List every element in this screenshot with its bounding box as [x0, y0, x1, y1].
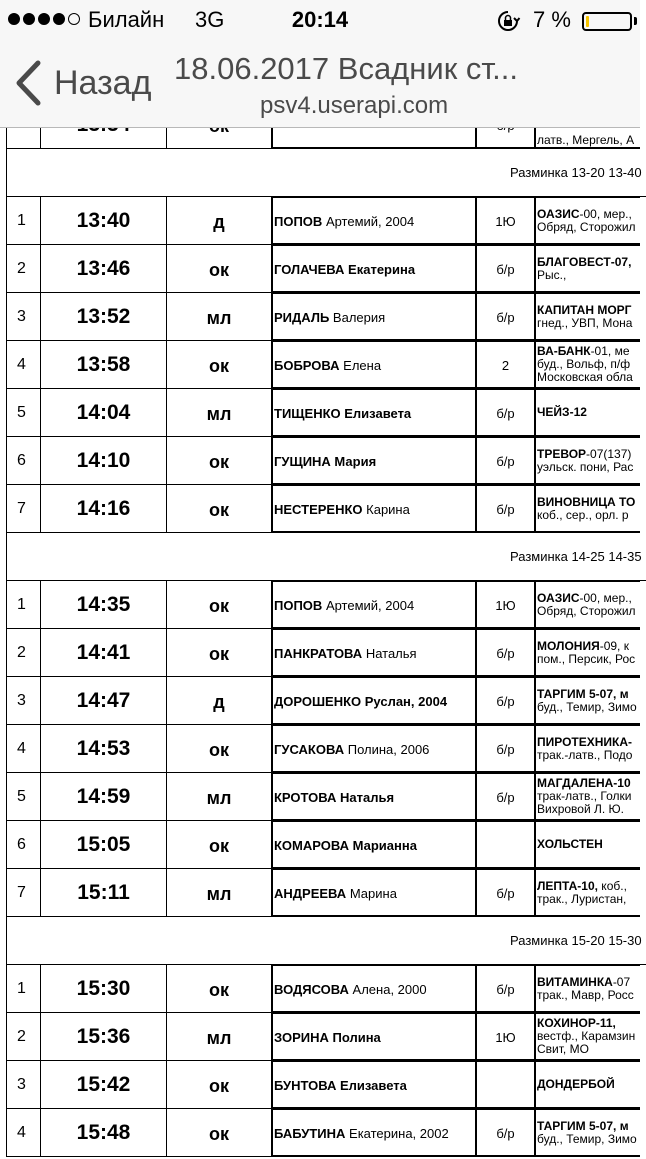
category: ок — [166, 341, 271, 389]
category: ок — [166, 821, 271, 869]
network-type: 3G — [195, 7, 225, 32]
horse-name: ХОЛЬСТЕН — [537, 837, 603, 851]
row-number: 4 — [6, 725, 40, 773]
horse-first-line — [537, 406, 640, 419]
row-number: 4 — [6, 341, 40, 389]
table-row — [0, 869, 640, 917]
rider-surname: ВОДЯСОВА — [274, 982, 349, 997]
horse-first-line — [537, 1120, 640, 1133]
horse-name: ПИРОТЕХНИКА- — [537, 734, 633, 749]
status-bar — [0, 0, 640, 40]
table-row — [0, 773, 640, 821]
horse-first-line — [537, 256, 640, 269]
category: ок — [166, 1061, 271, 1109]
horse-first-line — [537, 592, 640, 605]
horse-name: МОЛОНИЯ — [537, 638, 600, 653]
horse-info — [536, 1110, 640, 1155]
rank: 2 — [477, 341, 534, 389]
rider-surname: БАБУТИНА — [274, 1126, 346, 1141]
orientation-lock-icon — [497, 10, 519, 32]
rider — [271, 1061, 477, 1109]
horse-info — [536, 294, 640, 339]
horse-name: ЧЕЙЗ-12 — [537, 405, 587, 419]
horse — [534, 629, 640, 677]
horse-info — [536, 342, 640, 387]
horse — [534, 389, 640, 437]
horse-details: трак-латв., Голки — [537, 789, 632, 803]
category: ок — [166, 629, 271, 677]
horse-first-line — [537, 976, 640, 989]
category: ок — [166, 1109, 271, 1157]
rider-details: Елена — [343, 358, 382, 373]
category: д — [166, 677, 271, 725]
rider — [271, 869, 477, 917]
horse-name: ДОНДЕРБОЙ — [537, 1077, 615, 1091]
horse-first-line — [537, 496, 640, 509]
rider-details: Артемий, 2004 — [325, 214, 415, 229]
rider-surname: РИДАЛЬ — [274, 310, 330, 325]
horse-info — [536, 822, 640, 867]
warmup-label: Разминка 15-20 15-30 — [510, 933, 642, 948]
rider — [271, 629, 477, 677]
warmup-label: Разминка 14-25 14-35 — [510, 549, 642, 564]
start-time: 13:40 — [40, 197, 166, 245]
start-time: 14:59 — [40, 773, 166, 821]
warmup-row — [0, 149, 640, 197]
table-row — [0, 293, 640, 341]
rank: б/р — [477, 437, 534, 485]
start-time: 15:36 — [40, 1013, 166, 1061]
horse-name: ЛЕПТА-10, — [537, 878, 598, 893]
horse-first-line — [537, 304, 640, 317]
warmup-cell — [6, 533, 646, 581]
rider-surname: ПОПОВ — [274, 214, 323, 229]
rider-surname: ГУЩИНА Мария — [274, 454, 377, 469]
horse-name-suffix: -00, мер., — [579, 206, 632, 221]
horse-first-line — [537, 736, 640, 749]
start-time: 15:05 — [40, 821, 166, 869]
horse-info — [536, 870, 640, 915]
horse-name: КОХИНОР-11, — [537, 1016, 616, 1030]
horse-first-line — [537, 688, 640, 701]
horse-first-line — [537, 838, 640, 851]
rank: б/р — [477, 245, 534, 293]
rank: б/р — [477, 293, 534, 341]
horse-name-suffix: -01, ме — [590, 344, 630, 358]
horse — [534, 725, 640, 773]
status-clock: 20:14 — [291, 7, 349, 32]
rider-surname: КОМАРОВА Марианна — [274, 838, 417, 853]
horse-first-line — [537, 448, 640, 461]
rider — [271, 485, 477, 533]
horse-info — [536, 198, 640, 243]
horse-name-suffix: -00, мер., — [579, 590, 632, 605]
rider-surname: ПОПОВ — [274, 598, 323, 613]
rank: 1Ю — [477, 1013, 534, 1061]
horse-name: ТАРГИМ 5-07, м — [537, 1118, 629, 1133]
horse-info — [536, 1062, 640, 1107]
rider — [271, 1013, 477, 1061]
horse-info — [536, 582, 640, 627]
start-list-table — [0, 101, 640, 1157]
horse-name: МАГДАЛЕНА-10 — [537, 776, 631, 790]
row-number: 2 — [6, 245, 40, 293]
category: мл — [166, 869, 271, 917]
back-button[interactable] — [14, 58, 151, 108]
start-time: 13:58 — [40, 341, 166, 389]
horse-details: пом., Персик, Рос — [537, 651, 636, 666]
category: ок — [166, 245, 271, 293]
rank: б/р — [477, 629, 534, 677]
carrier-name: Билайн — [88, 7, 165, 32]
warmup-cell — [6, 149, 646, 197]
rank: б/р — [477, 485, 534, 533]
horse — [534, 773, 640, 821]
rank: б/р — [477, 389, 534, 437]
horse-info — [536, 246, 640, 291]
horse — [534, 1109, 640, 1157]
rank: б/р — [477, 965, 534, 1013]
horse-info — [536, 438, 640, 483]
horse-first-line — [537, 880, 640, 893]
rider-surname: ТИЩЕНКО Елизавета — [274, 406, 412, 421]
horse-info — [536, 966, 640, 1011]
category: мл — [166, 293, 271, 341]
table-row — [0, 1061, 640, 1109]
rank: б/р — [477, 677, 534, 725]
rider — [271, 1109, 477, 1157]
rider — [271, 581, 477, 629]
horse-name: БЛАГОВЕСТ-07, — [537, 254, 632, 269]
horse — [534, 1061, 640, 1109]
rider-details: Артемий, 2004 — [325, 598, 415, 613]
horse-details: буд., Вольф, п/ф — [537, 357, 631, 371]
horse-details: Вихровой Л. Ю. — [537, 802, 625, 816]
rank: 1Ю — [477, 581, 534, 629]
table-row — [0, 821, 640, 869]
horse-info — [536, 486, 640, 531]
horse — [534, 245, 640, 293]
row-number: 1 — [6, 965, 40, 1013]
rider-surname: БОБРОВА — [274, 358, 340, 373]
navigation-bar — [0, 40, 640, 128]
warmup-label: Разминка 13-20 13-40 — [510, 165, 642, 180]
rider-details: Екатерина, 2002 — [349, 1126, 449, 1141]
table-row — [0, 725, 640, 773]
horse-details: коб., сер., орл. р — [537, 507, 629, 522]
rider-details: Полина, 2006 — [347, 742, 430, 757]
horse-info — [536, 678, 640, 723]
horse-details: Московская обла — [537, 370, 633, 384]
row-number: 2 — [6, 629, 40, 677]
table-row — [0, 629, 640, 677]
table-row — [0, 389, 640, 437]
category: ок — [166, 965, 271, 1013]
rank: б/р — [477, 1109, 534, 1157]
table-row — [0, 485, 640, 533]
rider-surname: ЗОРИНА Полина — [274, 1030, 381, 1045]
horse-name-suffix: -09, к — [599, 638, 629, 653]
start-time: 14:47 — [40, 677, 166, 725]
rider-surname: ДОРОШЕНКО Руслан, 2004 — [274, 694, 448, 709]
rider-surname: КРОТОВА Наталья — [274, 790, 395, 805]
start-time: 14:10 — [40, 437, 166, 485]
start-time: 14:35 — [40, 581, 166, 629]
horse-name-suffix: коб., — [597, 878, 627, 893]
start-time: 13:52 — [40, 293, 166, 341]
warmup-row — [0, 917, 640, 965]
horse-details: Обряд, Сторожил — [537, 219, 636, 234]
horse-first-line — [537, 208, 640, 221]
horse-details: буд., Темир, Зимо — [537, 1131, 637, 1146]
battery-level — [586, 16, 589, 27]
horse — [534, 821, 640, 869]
horse-details: Обряд, Сторожил — [537, 603, 636, 618]
page-title: 18.06.2017 Всадник ст... — [174, 51, 518, 86]
start-time: 15:11 — [40, 869, 166, 917]
category: ок — [166, 725, 271, 773]
horse-details: латв., Мергель, А — [537, 133, 635, 147]
warmup-cell — [6, 917, 646, 965]
category: д — [166, 197, 271, 245]
rider-surname: ГОЛАЧЕВА Екатерина — [274, 262, 416, 277]
horse — [534, 197, 640, 245]
category: мл — [166, 1013, 271, 1061]
horse-details: буд., Темир, Зимо — [537, 699, 637, 714]
horse-name: ВА-БАНК — [537, 344, 591, 358]
rider-details: Алена, 2000 — [352, 982, 427, 997]
horse — [534, 581, 640, 629]
horse-details: трак., Луристан, — [537, 891, 627, 906]
table-row — [0, 677, 640, 725]
row-number: 3 — [6, 677, 40, 725]
horse-info — [536, 726, 640, 771]
rider-surname: ПАНКРАТОВА — [274, 646, 363, 661]
horse-info — [536, 630, 640, 675]
rider — [271, 821, 477, 869]
start-time: 15:30 — [40, 965, 166, 1013]
horse-first-line — [537, 640, 640, 653]
horse-name: ВИТАМИНКА — [537, 974, 613, 989]
category: ок — [166, 437, 271, 485]
rider — [271, 389, 477, 437]
horse-details: Рыс., — [537, 267, 567, 282]
rank: б/р — [477, 725, 534, 773]
row-number: 4 — [6, 1109, 40, 1157]
horse-name: КАПИТАН МОРГ — [537, 302, 632, 317]
rider — [271, 197, 477, 245]
horse-name: ОАЗИС — [537, 206, 580, 221]
rider — [271, 677, 477, 725]
start-time: 14:41 — [40, 629, 166, 677]
horse — [534, 677, 640, 725]
horse-name: ТРЕВОР — [537, 446, 587, 461]
rider — [271, 341, 477, 389]
rider-details: Марина — [349, 886, 397, 901]
horse-name: ТАРГИМ 5-07, м — [537, 686, 629, 701]
rank: 1Ю — [477, 197, 534, 245]
horse-details: гнед., УВП, Мона — [537, 315, 633, 330]
horse-details: уэльск. пони, Рас — [537, 459, 634, 474]
table-row — [0, 341, 640, 389]
row-number: 6 — [6, 821, 40, 869]
horse — [534, 341, 640, 389]
rider — [271, 293, 477, 341]
row-number: 6 — [6, 437, 40, 485]
chevron-left-icon — [14, 60, 42, 106]
rider-details: Валерия — [332, 310, 386, 325]
rider — [271, 725, 477, 773]
rank — [477, 821, 534, 869]
table-row — [0, 245, 640, 293]
category: мл — [166, 389, 271, 437]
row-number: 5 — [6, 773, 40, 821]
rider-surname: НЕСТЕРЕНКО — [274, 502, 363, 517]
back-button-label: Назад — [54, 63, 152, 102]
rider — [271, 773, 477, 821]
table-row — [0, 437, 640, 485]
horse-first-line — [537, 1078, 640, 1091]
table-row — [0, 197, 640, 245]
horse — [534, 437, 640, 485]
horse — [534, 485, 640, 533]
rank: б/р — [477, 773, 534, 821]
horse-info — [536, 774, 640, 819]
rider — [271, 245, 477, 293]
rider — [271, 437, 477, 485]
warmup-row — [0, 533, 640, 581]
horse — [534, 965, 640, 1013]
horse-name: ВИНОВНИЦА ТО — [537, 494, 636, 509]
rider-surname: ГУСАКОВА — [274, 742, 345, 757]
start-time: 15:48 — [40, 1109, 166, 1157]
category: мл — [166, 773, 271, 821]
row-number: 5 — [6, 389, 40, 437]
horse-details: трак., Мавр, Росс — [537, 987, 634, 1002]
horse-details: Свит, МО — [537, 1042, 589, 1056]
horse — [534, 869, 640, 917]
horse-name: ОАЗИС — [537, 590, 580, 605]
rank: б/р — [477, 869, 534, 917]
horse — [534, 1013, 640, 1061]
battery-percentage: 7 % — [533, 7, 571, 32]
table-row — [0, 1109, 640, 1157]
battery-cap — [634, 17, 637, 25]
horse-info — [536, 1014, 640, 1059]
rank — [477, 1061, 534, 1109]
start-time: 15:42 — [40, 1061, 166, 1109]
table-row — [0, 1013, 640, 1061]
row-number: 2 — [6, 1013, 40, 1061]
start-time: 13:46 — [40, 245, 166, 293]
row-number: 7 — [6, 869, 40, 917]
category: ок — [166, 485, 271, 533]
category: ок — [166, 581, 271, 629]
start-time: 14:04 — [40, 389, 166, 437]
rider-surname: АНДРЕЕВА — [274, 886, 347, 901]
rider — [271, 965, 477, 1013]
table-row — [0, 581, 640, 629]
start-time: 14:16 — [40, 485, 166, 533]
horse-details: трак.-латв., Подо — [537, 747, 633, 762]
rider-details: Наталья — [365, 646, 417, 661]
horse-name-suffix: -07 — [612, 974, 631, 989]
rider-surname: БУНТОВА Елизавета — [274, 1078, 407, 1093]
row-number: 3 — [6, 293, 40, 341]
horse-details: вестф., Карамзин — [537, 1029, 636, 1043]
row-number: 3 — [6, 1061, 40, 1109]
row-number: 1 — [6, 197, 40, 245]
horse-name-suffix: -07(137) — [586, 446, 632, 461]
document-view[interactable] — [0, 128, 642, 1146]
start-time: 14:53 — [40, 725, 166, 773]
rider-details: Карина — [366, 502, 410, 517]
row-number: 7 — [6, 485, 40, 533]
row-number: 1 — [6, 581, 40, 629]
horse-info — [536, 390, 640, 435]
table-row — [0, 965, 640, 1013]
battery-icon — [582, 12, 632, 31]
page-url: psv4.userapi.com — [260, 92, 449, 119]
horse — [534, 293, 640, 341]
